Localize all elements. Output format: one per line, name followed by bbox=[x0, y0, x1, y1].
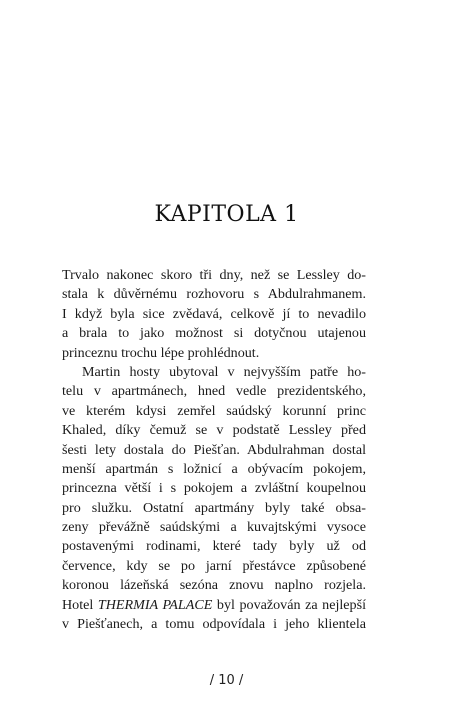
text-fragment: Hotel bbox=[62, 596, 98, 613]
text-line: koronou lázeňská sezóna znovu naplno rozjela. bbox=[62, 577, 366, 594]
hotel-name-italic: THERMIA PALACE bbox=[97, 596, 213, 613]
text-line: července, kdy se po jarní přestávce způsobené bbox=[62, 557, 366, 574]
text-line: telu v apartmánech, hned vedle prezidentského, bbox=[62, 383, 366, 400]
text-line: ve kterém kdysi zemřel saúdský korunní princ bbox=[62, 402, 366, 419]
text-line: v Piešťanech, a tomu odpovídala i jeho klientela bbox=[62, 616, 366, 633]
text-line: postavenými rodinami, které tady byly už od bbox=[62, 538, 366, 555]
text-line: stala k důvěrnému rozhovoru s Abdulrahmanem. bbox=[62, 286, 366, 303]
text-line: menší apartmán s ložnicí a obývacím pokojem, bbox=[62, 460, 366, 477]
text-line: šesti lety dostala do Piešťan. Abdulrahman dostal bbox=[62, 441, 366, 458]
text-line: a brala to jako možnost si dotyčnou utajenou bbox=[62, 325, 366, 342]
text-line: Trvalo nakonec skoro tři dny, než se Lessley do- bbox=[62, 267, 366, 283]
text-line: Martin hosty ubytoval v nejvyšším patře ho- bbox=[82, 363, 366, 380]
text-line: zeny převážně saúdskými a kuvajtskými vysoce bbox=[62, 519, 366, 536]
text-line-with-italic bbox=[62, 596, 366, 615]
text-line: princezna větší i s pokojem a zvláštní koupelnou bbox=[62, 480, 366, 497]
chapter-title: KAPITOLA 1 bbox=[154, 202, 299, 227]
body-text bbox=[62, 266, 366, 634]
text-line: pro služku. Ostatní apartmány byly také obsa- bbox=[62, 499, 366, 516]
text-line: Khaled, díky čemuž se v podstatě Lessley před bbox=[62, 422, 366, 439]
text-line: I když byla sice zvědavá, celkově jí to nevadilo bbox=[62, 305, 366, 322]
text-fragment: byl považován za nejlepší bbox=[212, 596, 367, 613]
text-line: princeznu trochu lépe prohlédnout. bbox=[62, 344, 260, 361]
page-number: / 10 / bbox=[209, 673, 244, 688]
